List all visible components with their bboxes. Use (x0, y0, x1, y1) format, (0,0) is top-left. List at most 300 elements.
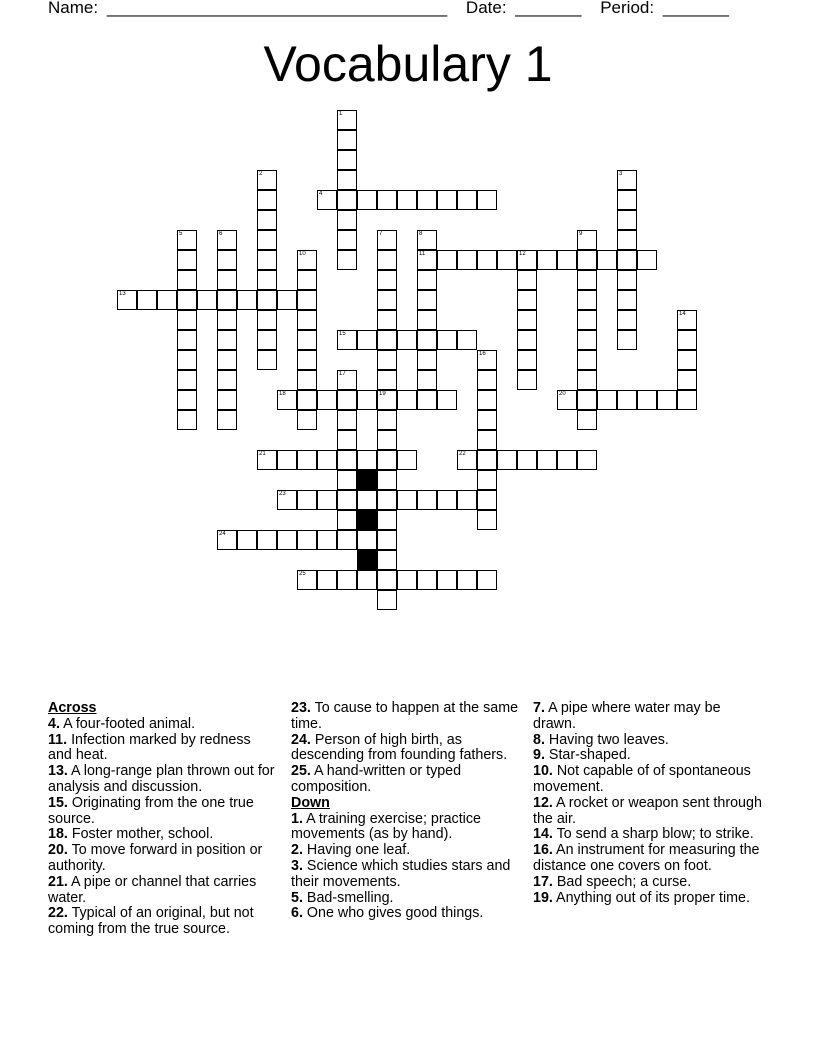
grid-cell[interactable] (577, 290, 597, 310)
grid-cell[interactable] (357, 570, 377, 590)
grid-cell[interactable] (517, 310, 537, 330)
grid-cell[interactable] (297, 570, 317, 590)
clue-number-label: 23. (291, 700, 311, 716)
clue-number: 8 (419, 231, 423, 237)
grid-cell[interactable] (257, 450, 277, 470)
grid-cell[interactable] (437, 570, 457, 590)
grid-cell[interactable] (177, 370, 197, 390)
grid-cell[interactable] (417, 370, 437, 390)
grid-cell[interactable] (617, 230, 637, 250)
grid-cell[interactable] (477, 570, 497, 590)
clue-text: A rocket or weapon sent through the air. (533, 794, 762, 827)
down-clue (533, 843, 763, 875)
grid-cell[interactable] (637, 390, 657, 410)
grid-cell[interactable] (337, 470, 357, 490)
down-heading: Down (291, 794, 330, 811)
grid-cell[interactable] (177, 390, 197, 410)
down-clue (291, 812, 521, 844)
grid-cell[interactable] (217, 370, 237, 390)
grid-cell[interactable] (577, 350, 597, 370)
grid-cell[interactable] (377, 490, 397, 510)
grid-cell[interactable] (257, 210, 277, 230)
clue-text: Star-shaped. (544, 747, 631, 764)
grid-cell[interactable] (617, 270, 637, 290)
clue-number-label: 15. (48, 794, 68, 811)
clue-number-label: 9. (533, 747, 545, 764)
grid-cell[interactable] (297, 250, 317, 270)
grid-cell[interactable] (257, 290, 277, 310)
grid-cell[interactable] (517, 370, 537, 390)
grid-cell[interactable] (477, 450, 497, 470)
name-line: ____________________________________ (106, 0, 448, 17)
grid-cell[interactable] (337, 430, 357, 450)
grid-cell[interactable] (377, 230, 397, 250)
grid-cell[interactable] (297, 450, 317, 470)
name-label: Name: (48, 0, 99, 17)
grid-cell[interactable] (457, 330, 477, 350)
clue-number: 12 (519, 251, 526, 257)
grid-cell[interactable] (397, 570, 417, 590)
clue-number: 10 (299, 251, 306, 257)
clue-text: A four-footed animal. (59, 715, 196, 732)
grid-cell[interactable] (457, 250, 477, 270)
grid-cell[interactable] (337, 390, 357, 410)
clue-text: Anything out of its proper time. (552, 889, 750, 906)
grid-cell[interactable] (477, 470, 497, 490)
clue-number-label: 19. (533, 889, 553, 906)
grid-cell[interactable] (417, 350, 437, 370)
grid-cell[interactable] (477, 250, 497, 270)
black-square (357, 470, 377, 490)
down-clue (533, 748, 763, 764)
grid-cell[interactable] (617, 390, 637, 410)
clue-number-label: 14. (533, 826, 553, 843)
down-clue (533, 701, 763, 733)
grid-cell[interactable] (577, 410, 597, 430)
grid-cell[interactable] (337, 210, 357, 230)
down-clue (533, 891, 763, 907)
grid-cell[interactable] (377, 290, 397, 310)
grid-cell[interactable] (197, 290, 217, 310)
grid-cell[interactable] (337, 230, 357, 250)
grid-cell[interactable] (297, 410, 317, 430)
grid-cell[interactable] (217, 310, 237, 330)
grid-cell[interactable] (417, 570, 437, 590)
clue-number: 23 (279, 491, 286, 497)
grid-cell[interactable] (357, 450, 377, 470)
grid-cell[interactable] (297, 370, 317, 390)
clue-column-2 (291, 701, 521, 922)
grid-cell[interactable] (297, 270, 317, 290)
grid-cell[interactable] (377, 250, 397, 270)
grid-cell[interactable] (217, 350, 237, 370)
grid-cell[interactable] (237, 530, 257, 550)
grid-cell[interactable] (257, 250, 277, 270)
black-square (357, 510, 377, 530)
grid-cell[interactable] (577, 250, 597, 270)
grid-cell[interactable] (357, 390, 377, 410)
grid-cell[interactable] (357, 190, 377, 210)
across-clue (48, 875, 278, 907)
grid-cell[interactable] (477, 490, 497, 510)
clue-number: 24 (219, 531, 226, 537)
grid-cell[interactable] (577, 390, 597, 410)
grid-cell[interactable] (177, 290, 197, 310)
grid-cell[interactable] (537, 250, 557, 270)
grid-cell[interactable] (397, 190, 417, 210)
clue-number-label: 24. (291, 731, 311, 748)
grid-cell[interactable] (217, 390, 237, 410)
grid-cell[interactable] (257, 530, 277, 550)
grid-cell[interactable] (497, 450, 517, 470)
clue-text: A long-range plan thrown out for analysis and discussion. (48, 763, 275, 795)
grid-cell[interactable] (377, 370, 397, 390)
grid-cell[interactable] (377, 530, 397, 550)
grid-cell[interactable] (377, 350, 397, 370)
grid-cell[interactable] (257, 350, 277, 370)
grid-cell[interactable] (217, 330, 237, 350)
grid-cell[interactable] (337, 130, 357, 150)
clue-number: 25 (299, 571, 306, 577)
down-clue (533, 796, 763, 828)
clue-number-label: 5. (291, 889, 303, 906)
grid-cell[interactable] (517, 450, 537, 470)
grid-cell[interactable] (217, 230, 237, 250)
grid-cell[interactable] (617, 250, 637, 270)
grid-cell[interactable] (577, 310, 597, 330)
grid-cell[interactable] (417, 190, 437, 210)
across-clue (48, 764, 278, 796)
grid-cell[interactable] (357, 530, 377, 550)
grid-cell[interactable] (417, 330, 437, 350)
grid-cell[interactable] (577, 270, 597, 290)
clue-text: Originating from the one true source. (48, 794, 254, 827)
grid-cell[interactable] (317, 450, 337, 470)
grid-cell[interactable] (457, 570, 477, 590)
grid-cell[interactable] (457, 450, 477, 470)
grid-cell[interactable] (617, 190, 637, 210)
clue-number-label: 6. (291, 905, 303, 922)
clue-text: Typical of an original, but not coming from the true source. (48, 905, 254, 938)
clue-text: Science which studies stars and their movements. (291, 857, 511, 890)
grid-cell[interactable] (277, 530, 297, 550)
clue-number-label: 21. (48, 873, 68, 890)
grid-cell[interactable] (577, 450, 597, 470)
grid-cell[interactable] (217, 410, 237, 430)
period-label: Period: (600, 0, 655, 17)
grid-cell[interactable] (617, 310, 637, 330)
clue-number-label: 10. (533, 763, 553, 780)
grid-cell[interactable] (317, 490, 337, 510)
clue-text: Having two leaves. (544, 731, 669, 748)
clue-text: A pipe where water may be drawn. (533, 700, 721, 732)
clue-number: 14 (679, 311, 686, 317)
clue-number: 5 (179, 231, 183, 237)
grid-cell[interactable] (117, 290, 137, 310)
grid-cell[interactable] (557, 450, 577, 470)
grid-cell[interactable] (177, 230, 197, 250)
grid-cell[interactable] (537, 450, 557, 470)
period-line: _______ (662, 0, 730, 17)
clue-number: 4 (319, 191, 323, 197)
grid-cell[interactable] (377, 570, 397, 590)
grid-cell[interactable] (177, 310, 197, 330)
grid-cell[interactable] (217, 270, 237, 290)
clue-text: To send a sharp blow; to strike. (552, 826, 754, 843)
grid-cell[interactable] (337, 250, 357, 270)
grid-cell[interactable] (177, 350, 197, 370)
grid-cell[interactable] (297, 350, 317, 370)
grid-cell[interactable] (177, 270, 197, 290)
grid-cell[interactable] (677, 310, 697, 330)
clue-number-label: 3. (291, 857, 303, 874)
clue-number-label: 4. (48, 715, 60, 732)
clue-number: 22 (459, 451, 466, 457)
grid-cell[interactable] (317, 190, 337, 210)
clue-number: 2 (259, 171, 263, 177)
grid-cell[interactable] (337, 170, 357, 190)
grid-cell[interactable] (617, 330, 637, 350)
grid-cell[interactable] (257, 330, 277, 350)
grid-cell[interactable] (357, 490, 377, 510)
clue-number-label: 13. (48, 763, 68, 780)
grid-cell[interactable] (437, 390, 457, 410)
clue-number: 6 (219, 231, 223, 237)
grid-cell[interactable] (397, 490, 417, 510)
grid-cell[interactable] (517, 290, 537, 310)
grid-cell[interactable] (517, 250, 537, 270)
grid-cell[interactable] (337, 490, 357, 510)
across-clue (48, 733, 278, 765)
grid-cell[interactable] (377, 510, 397, 530)
clue-number-label: 20. (48, 842, 68, 859)
grid-cell[interactable] (397, 390, 417, 410)
grid-cell[interactable] (377, 190, 397, 210)
grid-cell[interactable] (297, 310, 317, 330)
grid-cell[interactable] (337, 510, 357, 530)
grid-cell[interactable] (617, 210, 637, 230)
grid-cell[interactable] (377, 590, 397, 610)
date-line: _______ (515, 0, 582, 17)
grid-cell[interactable] (597, 250, 617, 270)
grid-cell[interactable] (377, 330, 397, 350)
clue-number-label: 8. (533, 731, 545, 748)
down-clue (533, 875, 763, 891)
clue-number: 1 (339, 111, 343, 117)
grid-cell[interactable] (577, 230, 597, 250)
across-clue (48, 843, 278, 875)
grid-cell[interactable] (417, 490, 437, 510)
grid-cell[interactable] (437, 330, 457, 350)
clue-number: 17 (339, 371, 346, 377)
grid-cell[interactable] (317, 570, 337, 590)
clue-text: Bad speech; a curse. (552, 873, 692, 890)
grid-cell[interactable] (477, 190, 497, 210)
grid-cell[interactable] (337, 150, 357, 170)
grid-cell[interactable] (517, 330, 537, 350)
grid-cell[interactable] (377, 450, 397, 470)
clue-number-label: 1. (291, 810, 303, 827)
grid-cell[interactable] (337, 450, 357, 470)
grid-cell[interactable] (257, 270, 277, 290)
grid-cell[interactable] (297, 530, 317, 550)
grid-cell[interactable] (377, 550, 397, 570)
down-clue (291, 891, 521, 907)
clue-text: Not capable of of spontaneous movement. (533, 763, 751, 795)
grid-cell[interactable] (417, 390, 437, 410)
grid-cell[interactable] (377, 310, 397, 330)
grid-cell[interactable] (597, 390, 617, 410)
grid-cell[interactable] (397, 330, 417, 350)
clue-number-label: 18. (48, 826, 68, 843)
across-clue (291, 733, 521, 765)
grid-cell[interactable] (477, 510, 497, 530)
clue-text: A training exercise; practice movements (as by hand). (291, 810, 481, 843)
across-clue (48, 796, 278, 828)
clue-text: An instrument for measuring the distance one covers on foot. (533, 842, 760, 874)
grid-cell[interactable] (297, 490, 317, 510)
page-title: Vocabulary 1 (263, 36, 553, 92)
grid-cell[interactable] (377, 430, 397, 450)
grid-cell[interactable] (577, 330, 597, 350)
grid-cell[interactable] (457, 190, 477, 210)
clue-text: Person of high birth, as descending from founding fathers. (291, 731, 508, 764)
grid-cell[interactable] (377, 470, 397, 490)
grid-cell[interactable] (417, 290, 437, 310)
grid-cell[interactable] (257, 310, 277, 330)
grid-cell[interactable] (377, 390, 397, 410)
clue-number: 18 (279, 391, 286, 397)
grid-cell[interactable] (397, 450, 417, 470)
grid-cell[interactable] (477, 410, 497, 430)
clue-number: 7 (379, 231, 383, 237)
clue-number: 19 (379, 391, 386, 397)
clue-number: 21 (259, 451, 266, 457)
clue-number: 3 (619, 171, 623, 177)
grid-cell[interactable] (177, 410, 197, 430)
grid-cell[interactable] (277, 450, 297, 470)
clue-text: One who gives good things. (302, 905, 484, 922)
grid-cell[interactable] (257, 190, 277, 210)
grid-cell[interactable] (657, 390, 677, 410)
grid-cell[interactable] (557, 390, 577, 410)
grid-cell[interactable] (477, 390, 497, 410)
grid-cell[interactable] (337, 410, 357, 430)
grid-cell[interactable] (337, 370, 357, 390)
grid-cell[interactable] (437, 250, 457, 270)
across-clue (48, 717, 278, 733)
grid-cell[interactable] (377, 270, 397, 290)
grid-cell[interactable] (497, 250, 517, 270)
grid-cell[interactable] (477, 350, 497, 370)
grid-cell[interactable] (337, 190, 357, 210)
grid-cell[interactable] (137, 290, 157, 310)
clue-number-label: 7. (533, 700, 545, 716)
grid-cell[interactable] (297, 390, 317, 410)
grid-cell[interactable] (377, 410, 397, 430)
down-clue (533, 733, 763, 749)
across-heading: Across (48, 700, 97, 716)
grid-cell[interactable] (317, 390, 337, 410)
grid-cell[interactable] (617, 170, 637, 190)
down-clue (533, 827, 763, 843)
grid-cell[interactable] (357, 330, 377, 350)
down-clue (291, 843, 521, 859)
grid-cell[interactable] (557, 250, 577, 270)
grid-cell[interactable] (437, 490, 457, 510)
grid-cell[interactable] (337, 330, 357, 350)
grid-cell[interactable] (577, 370, 597, 390)
clue-number: 13 (119, 291, 126, 297)
grid-cell[interactable] (277, 290, 297, 310)
grid-cell[interactable] (417, 310, 437, 330)
grid-cell[interactable] (477, 430, 497, 450)
grid-cell[interactable] (237, 290, 257, 310)
clue-text: To move forward in position or authority. (48, 842, 263, 874)
grid-cell[interactable] (417, 250, 437, 270)
clue-number: 16 (479, 351, 486, 357)
date-label: Date: (465, 0, 507, 17)
grid-cell[interactable] (257, 170, 277, 190)
grid-cell[interactable] (677, 390, 697, 410)
down-clue (533, 764, 763, 796)
clue-text: Foster mother, school. (67, 826, 214, 843)
clue-text: Having one leaf. (302, 842, 411, 859)
grid-cell[interactable] (417, 270, 437, 290)
grid-cell[interactable] (677, 370, 697, 390)
across-clue (48, 827, 278, 843)
grid-cell[interactable] (257, 230, 277, 250)
clue-number-label: 2. (291, 842, 303, 859)
grid-cell[interactable] (277, 390, 297, 410)
grid-cell[interactable] (677, 330, 697, 350)
grid-cell[interactable] (217, 530, 237, 550)
clue-number: 15 (339, 331, 346, 337)
clue-number-label: 12. (533, 794, 553, 811)
grid-cell[interactable] (217, 250, 237, 270)
clue-text: A hand-written or typed composition. (291, 763, 462, 795)
grid-cell[interactable] (317, 530, 337, 550)
grid-cell[interactable] (217, 290, 237, 310)
grid-cell[interactable] (337, 110, 357, 130)
grid-cell[interactable] (517, 350, 537, 370)
grid-cell[interactable] (477, 370, 497, 390)
across-clue (291, 701, 521, 733)
grid-cell[interactable] (517, 270, 537, 290)
grid-cell[interactable] (277, 490, 297, 510)
grid-cell[interactable] (337, 530, 357, 550)
grid-cell[interactable] (177, 250, 197, 270)
grid-cell[interactable] (297, 330, 317, 350)
grid-cell[interactable] (297, 290, 317, 310)
clue-number: 11 (419, 251, 426, 257)
grid-cell[interactable] (337, 570, 357, 590)
clue-number-label: 25. (291, 763, 311, 780)
grid-cell[interactable] (637, 250, 657, 270)
clue-column-3 (533, 701, 763, 906)
grid-cell[interactable] (177, 330, 197, 350)
clue-number: 9 (579, 231, 583, 237)
down-clue (291, 906, 521, 922)
grid-cell[interactable] (617, 290, 637, 310)
grid-cell[interactable] (677, 350, 697, 370)
clue-number-label: 16. (533, 842, 553, 859)
grid-cell[interactable] (157, 290, 177, 310)
grid-cell[interactable] (437, 190, 457, 210)
down-clue (291, 859, 521, 891)
grid-cell[interactable] (417, 230, 437, 250)
grid-cell[interactable] (457, 490, 477, 510)
